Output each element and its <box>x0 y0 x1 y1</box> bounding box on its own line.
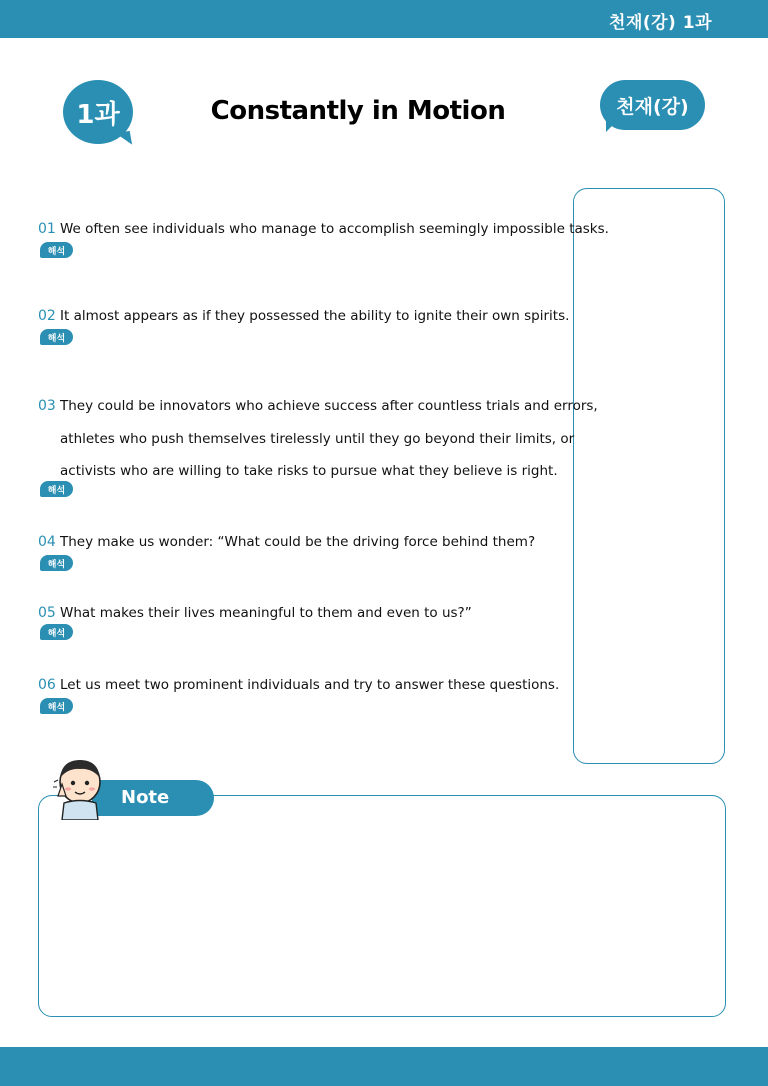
sentence-text: athletes who push themselves tirelessly until they go beyond their limits, or <box>60 430 575 447</box>
translate-tag[interactable]: 해석 <box>40 481 73 497</box>
translate-tag[interactable]: 해석 <box>40 555 73 571</box>
sentence-text: Let us meet two prominent individuals and try to answer these questions. <box>60 677 560 693</box>
sentence-text: We often see individuals who manage to accomplish seemingly impossible tasks. <box>60 221 609 237</box>
mascot-icon <box>52 756 108 820</box>
side-memo-box <box>573 188 725 764</box>
sentence-number: 06 <box>38 677 56 693</box>
sentence-number: 02 <box>38 308 56 324</box>
sentence-text: activists who are willing to take risks to pursue what they believe is right. <box>60 463 558 479</box>
sentence-06 <box>38 678 558 693</box>
translate-tag[interactable]: 해석 <box>40 624 73 640</box>
note-box[interactable] <box>38 795 726 1017</box>
bottom-bar <box>0 1047 768 1086</box>
top-bar <box>0 0 768 38</box>
header-label: 천재(강) 1과 <box>609 13 712 33</box>
sentence-01 <box>38 221 609 237</box>
sentence-text: They make us wonder: “What could be the driving force behind them? <box>60 534 536 550</box>
note-label: Note <box>121 787 170 808</box>
sentence-number: 05 <box>38 605 56 621</box>
publisher-badge: 천재(강) <box>600 80 705 130</box>
sentence-number: 01 <box>38 221 56 237</box>
sentence-text: It almost appears as if they possessed the ability to ignite their own spirits. <box>60 308 570 324</box>
sentence-04 <box>38 535 558 550</box>
sentence-02 <box>38 308 570 324</box>
page-title: Constantly in Motion <box>210 96 506 126</box>
lesson-badge: 1과 <box>63 80 133 144</box>
sentence-05 <box>38 606 558 621</box>
translate-tag[interactable]: 해석 <box>40 698 73 714</box>
sentence-03 <box>38 398 598 479</box>
sentence-text: They could be innovators who achieve success after countless trials and errors, <box>60 398 598 414</box>
translate-tag[interactable]: 해석 <box>40 329 73 345</box>
sentence-number: 04 <box>38 534 56 550</box>
translate-tag[interactable]: 해석 <box>40 242 73 258</box>
sentence-number: 03 <box>38 398 56 414</box>
sentence-text: What makes their lives meaningful to them and even to us?” <box>60 605 472 621</box>
